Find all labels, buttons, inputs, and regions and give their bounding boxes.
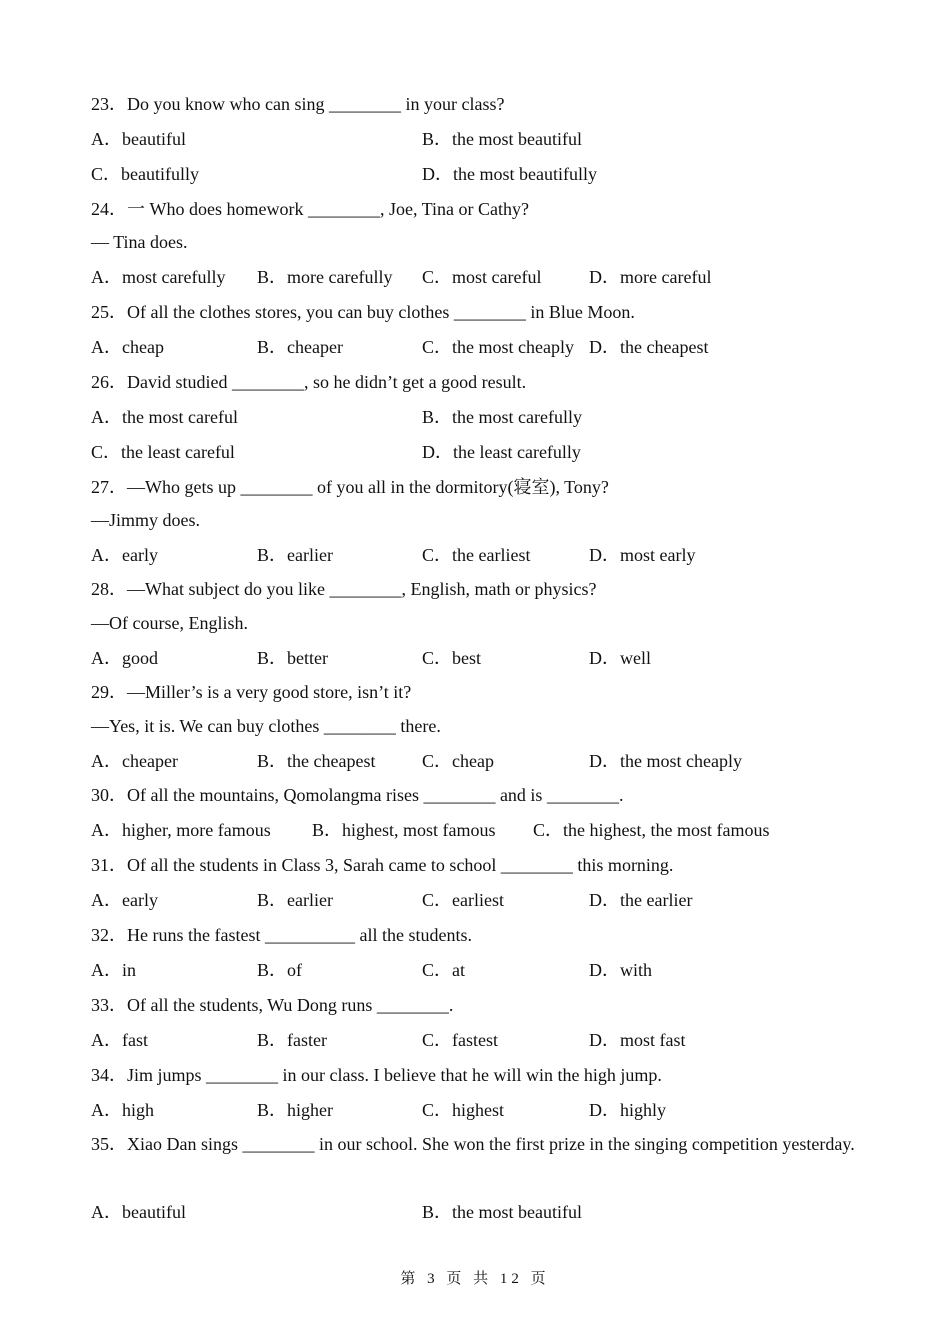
- q31-option-d: D．the earlier: [589, 890, 693, 910]
- q28-option-d: D．well: [589, 648, 651, 668]
- question-27-stem: 27．—Who gets up ________ of you all in the dormitory(寝室), Tony?: [91, 477, 609, 497]
- q23-option-b: B．the most beautiful: [422, 129, 582, 149]
- q32-option-a: A．in: [91, 960, 136, 980]
- q33-option-d: D．most fast: [589, 1030, 686, 1050]
- q34-option-b: B．higher: [257, 1100, 333, 1120]
- q29-option-a: A．cheaper: [91, 751, 178, 771]
- q34-option-c: C．highest: [422, 1100, 505, 1120]
- question-31-stem: 31．Of all the students in Class 3, Sarah came to school ________ this morning.: [91, 855, 674, 875]
- q24-option-a: A．most carefully: [91, 267, 226, 287]
- q25-option-c: C．the most cheaply: [422, 337, 574, 357]
- q34-option-d: D．highly: [589, 1100, 667, 1120]
- q27-option-a: A．early: [91, 545, 158, 565]
- q32-option-b: B．of: [257, 960, 302, 980]
- q32-option-d: D．with: [589, 960, 652, 980]
- q24-option-c: C．most careful: [422, 267, 542, 287]
- q30-option-b: B．highest, most famous: [312, 820, 496, 840]
- q27-option-d: D．most early: [589, 545, 696, 565]
- question-27-reply: —Jimmy does.: [91, 510, 201, 530]
- q25-option-b: B．cheaper: [257, 337, 343, 357]
- q33-option-a: A．fast: [91, 1030, 148, 1050]
- question-35-stem: 35．Xiao Dan sings ________ in our school. She won the first prize in the singing competition yesterday.: [91, 1134, 855, 1154]
- question-25-stem: 25．Of all the clothes stores, you can buy clothes ________ in Blue Moon.: [91, 302, 635, 322]
- question-33-stem: 33．Of all the students, Wu Dong runs ________.: [91, 995, 454, 1015]
- q26-option-c: C．the least careful: [91, 442, 235, 462]
- q31-option-c: C．earliest: [422, 890, 504, 910]
- q27-option-c: C．the earliest: [422, 545, 531, 565]
- q29-option-b: B．the cheapest: [257, 751, 376, 771]
- q25-option-a: A．cheap: [91, 337, 164, 357]
- q29-option-d: D．the most cheaply: [589, 751, 742, 771]
- question-29-stem: 29．—Miller’s is a very good store, isn’t it?: [91, 682, 412, 702]
- q27-option-b: B．earlier: [257, 545, 333, 565]
- q30-option-c: C．the highest, the most famous: [533, 820, 770, 840]
- q33-option-c: C．fastest: [422, 1030, 498, 1050]
- q24-option-b: B．more carefully: [257, 267, 393, 287]
- q35-option-a: A．beautiful: [91, 1202, 186, 1222]
- q34-option-a: A．high: [91, 1100, 154, 1120]
- q33-option-b: B．faster: [257, 1030, 327, 1050]
- question-23-stem: 23．Do you know who can sing ________ in your class?: [91, 94, 505, 114]
- q26-option-b: B．the most carefully: [422, 407, 582, 427]
- q28-option-b: B．better: [257, 648, 328, 668]
- question-32-stem: 32．He runs the fastest __________ all the students.: [91, 925, 472, 945]
- q31-option-a: A．early: [91, 890, 158, 910]
- q28-option-c: C．best: [422, 648, 482, 668]
- q23-option-d: D．the most beautifully: [422, 164, 597, 184]
- question-34-stem: 34．Jim jumps ________ in our class. I believe that he will win the high jump.: [91, 1065, 662, 1085]
- question-26-stem: 26．David studied ________, so he didn’t get a good result.: [91, 372, 527, 392]
- question-24-reply: — Tina does.: [91, 232, 188, 252]
- q30-option-a: A．higher, more famous: [91, 820, 271, 840]
- q24-option-d: D．more careful: [589, 267, 712, 287]
- q31-option-b: B．earlier: [257, 890, 333, 910]
- question-29-reply: —Yes, it is. We can buy clothes ________ there.: [91, 716, 441, 736]
- q23-option-a: A．beautiful: [91, 129, 186, 149]
- q35-option-b: B．the most beautiful: [422, 1202, 582, 1222]
- q28-option-a: A．good: [91, 648, 158, 668]
- q29-option-c: C．cheap: [422, 751, 494, 771]
- question-30-stem: 30．Of all the mountains, Qomolangma rises ________ and is ________.: [91, 785, 624, 805]
- q25-option-d: D．the cheapest: [589, 337, 709, 357]
- question-28-reply: —Of course, English.: [91, 613, 248, 633]
- question-28-stem: 28．—What subject do you like ________, English, math or physics?: [91, 579, 597, 599]
- q26-option-a: A．the most careful: [91, 407, 238, 427]
- q26-option-d: D．the least carefully: [422, 442, 581, 462]
- page-number-footer: 第 3 页 共 12 页: [400, 1271, 550, 1287]
- q23-option-c: C．beautifully: [91, 164, 199, 184]
- question-24-stem: 24．一 Who does homework ________, Joe, Tina or Cathy?: [91, 199, 529, 219]
- q32-option-c: C．at: [422, 960, 465, 980]
